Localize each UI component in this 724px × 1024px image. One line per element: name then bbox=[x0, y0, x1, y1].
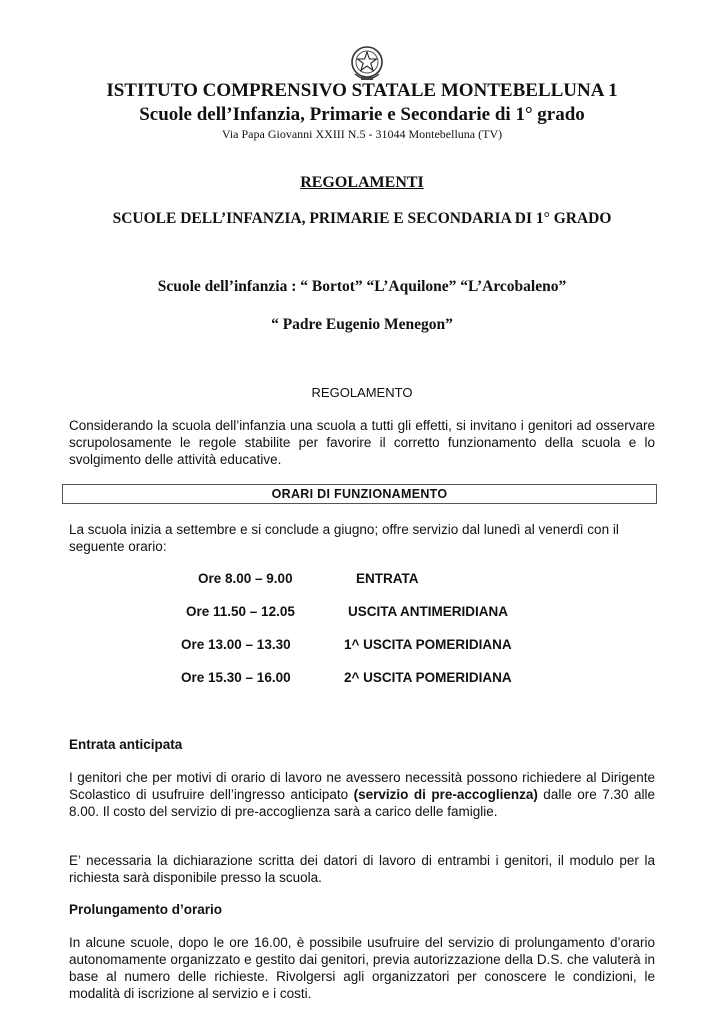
entrata-text-bold: (servizio di pre-accoglienza) bbox=[353, 787, 538, 802]
schedule-label-1: ENTRATA bbox=[356, 571, 419, 586]
entrata-anticipata-heading: Entrata anticipata bbox=[69, 737, 183, 752]
entrata-paragraph-1 bbox=[69, 769, 655, 820]
schools-title: SCUOLE DELL’INFANZIA, PRIMARIE E SECONDARIA DI 1° GRADO bbox=[112, 210, 612, 227]
schedule-label-2: USCITA ANTIMERIDIANA bbox=[348, 604, 508, 619]
regolamento-label: REGOLAMENTO bbox=[311, 385, 413, 400]
schedule-label-3: 1^ USCITA POMERIDIANA bbox=[344, 637, 512, 652]
schedule-time-3: Ore 13.00 – 13.30 bbox=[181, 637, 291, 652]
infanzia-schools: Scuole dell’infanzia : “ Bortot” “L’Aquilone” “L’Arcobaleno” bbox=[157, 278, 567, 295]
padre-school: “ Padre Eugenio Menegon” bbox=[271, 316, 453, 333]
institute-address: Via Papa Giovanni XXIII N.5 - 31044 Montebelluna (TV) bbox=[221, 127, 503, 141]
entrata-text-a: I genitori che per motivi di orario di lavoro ne avessero necessità possono richiedere al Dirigente Scolastico di usufruire dell’ingresso anticipato bbox=[69, 770, 655, 802]
republic-emblem-icon bbox=[349, 44, 385, 82]
prolungamento-paragraph: In alcune scuole, dopo le ore 16.00, è possibile usufruire del servizio di prolungamento d’orario autonomamente organizzato e gestito dai genitori, previa autorizzazione della D.S. che valuterà in base al numero delle richieste. Rivolgersi agli organizzatori per conoscere le condizioni, le modalità di iscrizione al servizio e i costi. bbox=[69, 935, 655, 1001]
intro-paragraph: Considerando la scuola dell’infanzia una scuola a tutti gli effetti, si invitano i genitori ad osservare scrupolosamente le regole stabilite per favorire il corretto funzionamento della scuola e lo svolgimento delle attività educative. bbox=[69, 418, 655, 467]
schedule-label-4: 2^ USCITA POMERIDIANA bbox=[344, 670, 512, 685]
prolungamento-heading: Prolungamento d’orario bbox=[69, 902, 223, 917]
entrata-paragraph-2: E’ necessaria la dichiarazione scritta dei datori di lavoro di entrambi i genitori, il modulo per la richiesta sarà disponibile presso la scuola. bbox=[69, 853, 655, 885]
schedule-intro: La scuola inizia a settembre e si conclude a giugno; offre servizio dal lunedì al venerdì con il seguente orario: bbox=[69, 522, 619, 554]
institute-subtitle: Scuole dell’Infanzia, Primarie e Secondarie di 1° grado bbox=[139, 104, 585, 125]
entrata-text-b: dalle ore 7.30 alle 8.00. Il costo del servizio di pre-accoglienza sarà a carico delle famiglie. bbox=[69, 787, 655, 819]
section-title-orari: ORARI DI FUNZIONAMENTO bbox=[62, 484, 657, 504]
regolamenti-title: REGOLAMENTI bbox=[300, 174, 424, 191]
schedule-time-1: Ore 8.00 – 9.00 bbox=[198, 571, 293, 586]
schedule-time-4: Ore 15.30 – 16.00 bbox=[181, 670, 291, 685]
schedule-time-2: Ore 11.50 – 12.05 bbox=[186, 604, 295, 619]
institute-name: ISTITUTO COMPRENSIVO STATALE MONTEBELLUNA 1 bbox=[106, 80, 618, 101]
